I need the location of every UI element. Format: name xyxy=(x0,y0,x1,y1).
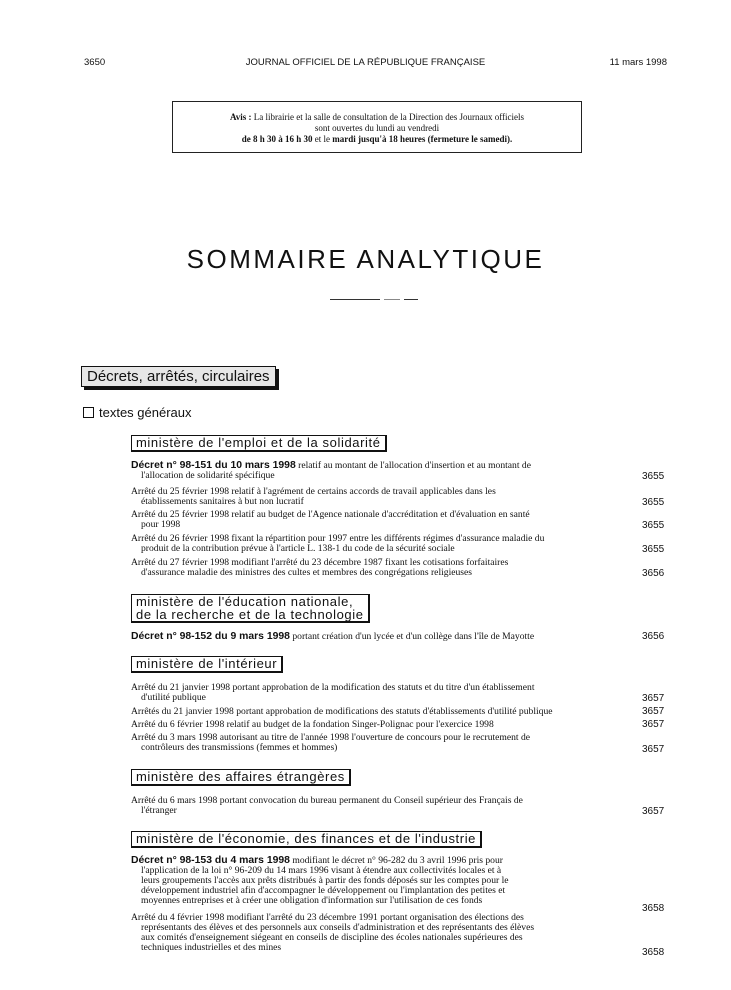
entry-line: développement industriel afin d'accompagner le développement ou l'implantation des petites et xyxy=(141,885,506,896)
ministry-name-line1: ministère de l'éducation nationale, xyxy=(136,594,354,609)
entry-line: représentants des élèves et des personnels aux conseils d'administration et des représentants des élèves xyxy=(141,922,535,933)
entry-item xyxy=(131,856,616,906)
page-ref: 3655 xyxy=(642,497,665,508)
page-ref: 3657 xyxy=(642,719,665,730)
entry-line: pour 1998 xyxy=(141,519,181,530)
entry-text: portant création d'un lycée et d'un collège dans l'île de Mayotte xyxy=(292,631,535,642)
entry-line: Arrêté du 27 février 1998 modifiant l'arrêté du 23 décembre 1987 fixant les cotisations forfaitaires xyxy=(131,557,509,568)
page-ref: 3657 xyxy=(642,706,665,717)
entry-item xyxy=(131,707,616,717)
entry-line: Arrêté du 21 janvier 1998 portant approbation de la modification des statuts et du titre d'un établissement xyxy=(131,682,535,693)
page-ref: 3658 xyxy=(642,947,665,958)
ministry-heading-emploi: ministère de l'emploi et de la solidarité xyxy=(131,435,387,452)
entry-line: moyennes entreprises et à créer une obligation d'information sur l'utilisation de ces fonds xyxy=(141,895,483,906)
ministry-heading-interieur: ministère de l'intérieur xyxy=(131,656,283,673)
entry-bold-title: Décret n° 98-153 du 4 mars 1998 xyxy=(131,855,290,866)
entry-item xyxy=(131,461,616,481)
entry-line: établissements sanitaires à but non lucratif xyxy=(141,496,304,507)
issue-date: 11 mars 1998 xyxy=(609,57,667,68)
notice-hours: de 8 h 30 à 16 h 30 xyxy=(241,134,313,144)
title-rule-end xyxy=(404,299,418,300)
journal-title: JOURNAL OFFICIEL DE LA RÉPUBLIQUE FRANÇAISE xyxy=(245,57,486,68)
page-title: SOMMAIRE ANALYTIQUE xyxy=(186,244,545,274)
ministry-heading-education xyxy=(131,594,370,623)
entry-line: d'assurance maladie des ministres des cultes et membres des congrégations religieuses xyxy=(141,567,473,578)
entry-item xyxy=(131,510,616,530)
entry-line: d'utilité publique xyxy=(141,692,206,703)
section-heading: Décrets, arrêtés, circulaires xyxy=(81,366,276,387)
notice-line-3 xyxy=(173,134,581,145)
page-ref: 3658 xyxy=(642,903,665,914)
entry-line: Arrêté du 25 février 1998 relatif au budget de l'Agence nationale d'accréditation et d'évaluation en santé xyxy=(131,509,530,520)
page-number: 3650 xyxy=(84,57,106,68)
entry-line: aux comités d'enseignement siégeant en conseils de discipline des écoles nationales supérieures des xyxy=(141,932,523,943)
entry-line: Arrêté du 3 mars 1998 autorisant au titre de l'année 1998 l'ouverture de concours pour le recrutement de xyxy=(131,732,531,743)
entry-item xyxy=(131,913,616,953)
notice-line1-text: La librairie et la salle de consultation de la Direction des Journaux officiels xyxy=(253,112,525,122)
entry-line: l'étranger xyxy=(141,805,177,816)
notice-box xyxy=(172,101,582,153)
page-ref: 3657 xyxy=(642,806,665,817)
checkbox-square-icon xyxy=(83,407,94,418)
page-ref: 3657 xyxy=(642,693,665,704)
page-ref: 3655 xyxy=(642,520,665,531)
entry-line: Arrêté du 6 février 1998 relatif au budget de la fondation Singer-Polignac pour l'exercice 1998 xyxy=(131,719,494,730)
entry-line: contrôleurs des transmissions (femmes et hommes) xyxy=(141,742,338,753)
subsection-heading xyxy=(83,405,192,420)
entry-item xyxy=(131,683,616,703)
ministry-name-line2: de la recherche et de la technologie xyxy=(136,607,364,622)
entry-item xyxy=(131,796,616,816)
entry-line xyxy=(131,632,616,642)
entry-line: Arrêtés du 21 janvier 1998 portant approbation de modifications des statuts d'établissements d'utilité publique xyxy=(131,706,553,717)
subsection-label: textes généraux xyxy=(99,405,192,420)
entry-bold-title: Décret n° 98-151 du 10 mars 1998 xyxy=(131,460,296,471)
entry-item xyxy=(131,733,616,753)
entry-line: Arrêté du 26 février 1998 fixant la répartition pour 1997 entre les différents régimes d'assurance maladie du xyxy=(131,533,545,544)
entry-item xyxy=(131,632,616,642)
notice-line-1 xyxy=(173,112,581,123)
entry-line: leurs groupements l'accès aux prêts distribués à partir des fonds déposés sur les comptes pour le xyxy=(141,875,509,886)
notice-line-2: sont ouvertes du lundi au vendredi xyxy=(314,123,440,133)
entry-line: produit de la contribution prévue à l'article L. 138-1 du code de la sécurité sociale xyxy=(141,543,455,554)
page-ref: 3655 xyxy=(642,544,665,555)
entry-line: l'allocation de solidarité spécifique xyxy=(141,470,275,481)
entry-bold-title: Décret n° 98-152 du 9 mars 1998 xyxy=(131,631,290,642)
entry-text: modifiant le décret n° 96-282 du 3 avril 1996 pris pour xyxy=(292,855,503,866)
entry-text: relatif au montant de l'allocation d'insertion et au montant de xyxy=(298,460,531,471)
entry-line: l'application de la loi n° 96-209 du 14 mars 1996 visant à étendre aux collectivités locales et à xyxy=(141,865,502,876)
notice-label: Avis : xyxy=(229,112,252,122)
page-ref: 3656 xyxy=(642,568,665,579)
title-rule-dash xyxy=(384,299,400,300)
entry-line: Arrêté du 25 février 1998 relatif à l'agrément de certains accords de travail applicables dans les xyxy=(131,486,496,497)
notice-tuesday: mardi jusqu'à 18 heures (fermeture le samedi). xyxy=(332,134,513,144)
title-rule xyxy=(330,299,380,300)
entry-item xyxy=(131,534,616,554)
ministry-heading-economie: ministère de l'économie, des finances et de l'industrie xyxy=(131,831,482,848)
entry-item xyxy=(131,487,616,507)
entry-line: Arrêté du 4 février 1998 modifiant l'arrêté du 23 décembre 1991 portant organisation des élections des xyxy=(131,912,524,923)
notice-and: et le xyxy=(314,134,331,144)
entry-line: Arrêté du 6 mars 1998 portant convocation du bureau permanent du Conseil supérieur des Français de xyxy=(131,795,523,806)
page-ref: 3657 xyxy=(642,744,665,755)
entry-item xyxy=(131,720,616,730)
ministry-heading-affaires-etrangeres: ministère des affaires étrangères xyxy=(131,769,351,786)
page-ref: 3655 xyxy=(642,471,665,482)
entry-item xyxy=(131,558,616,578)
entry-line: techniques industrielles et des mines xyxy=(141,942,282,953)
page-ref: 3656 xyxy=(642,631,665,642)
